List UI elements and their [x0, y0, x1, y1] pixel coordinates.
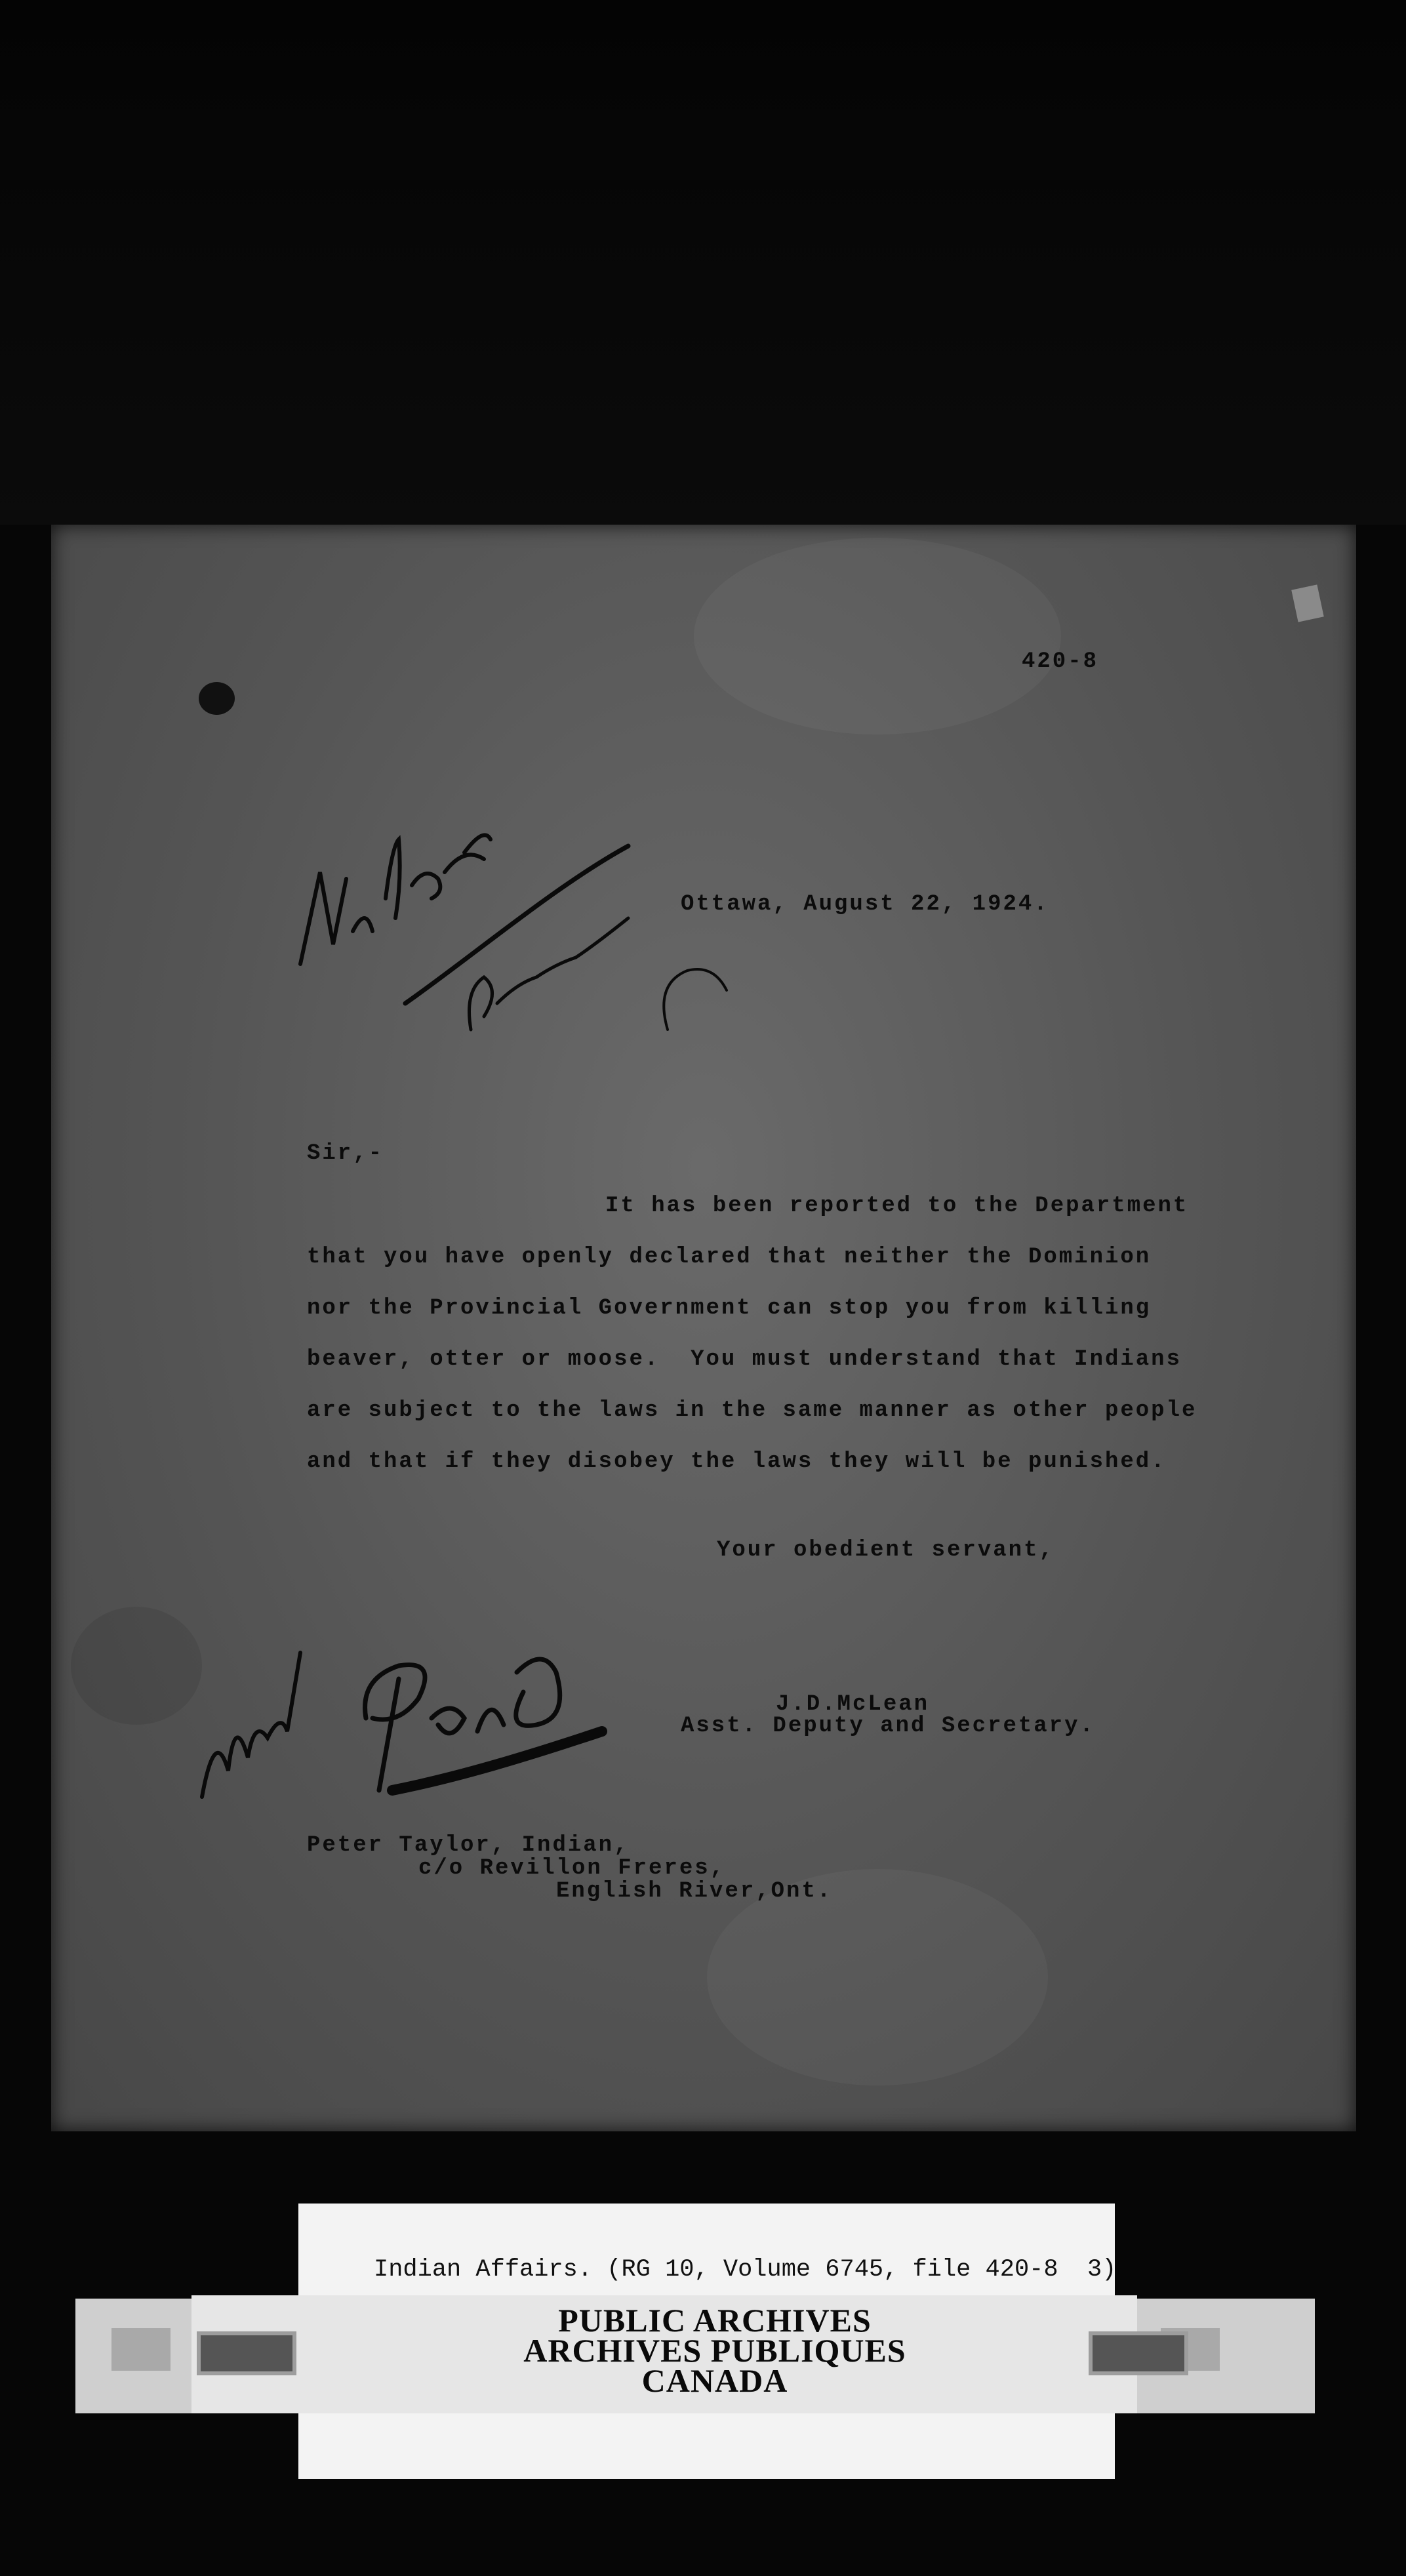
- paper-stain: [694, 538, 1061, 735]
- film-clip: [1089, 2331, 1188, 2375]
- closing: Your obedient servant,: [717, 1538, 1054, 1563]
- signer-title: Asst. Deputy and Secretary.: [681, 1714, 1095, 1739]
- salutation: Sir,-: [307, 1141, 384, 1166]
- addressee-line: c/o Revillon Freres,: [418, 1856, 726, 1881]
- body-line: beaver, otter or moose. You must understand that Indians: [307, 1347, 1182, 1372]
- film-clip-pad: [111, 2328, 171, 2371]
- file-reference: 420-8: [1022, 649, 1099, 674]
- stamp-line: PUBLIC ARCHIVES: [558, 2302, 872, 2339]
- body-line: nor the Provincial Government can stop you from killing: [307, 1296, 1152, 1321]
- punch-hole: [199, 682, 235, 715]
- handwritten-annotation: [274, 741, 668, 1043]
- body-line: and that if they disobey the laws they will be punished.: [307, 1449, 1167, 1474]
- film-clip: [197, 2331, 296, 2375]
- body-line: are subject to the laws in the same manner as other people: [307, 1398, 1197, 1423]
- handwritten-mark: [641, 957, 740, 1056]
- microfilm-border: [0, 0, 1406, 525]
- stamp-line: ARCHIVES PUBLIQUES: [523, 2332, 906, 2369]
- addressee-line: English River,Ont.: [556, 1879, 833, 1904]
- tape-mark: [1291, 584, 1324, 622]
- dateline: Ottawa, August 22, 1924.: [681, 892, 1049, 917]
- archive-stamp: [472, 2302, 957, 2399]
- signer-name: J.D.McLean: [776, 1692, 930, 1717]
- handwritten-signature: [182, 1613, 707, 1823]
- body-line: It has been reported to the Department: [605, 1194, 1189, 1218]
- letter-page: [51, 525, 1356, 2131]
- body-line: that you have openly declared that neither the Dominion: [307, 1245, 1152, 1270]
- catalog-reference: Indian Affairs. (RG 10, Volume 6745, file 420-8 3): [374, 2256, 1117, 2284]
- addressee-line: Peter Taylor, Indian,: [307, 1833, 630, 1858]
- stamp-line: CANADA: [641, 2362, 788, 2399]
